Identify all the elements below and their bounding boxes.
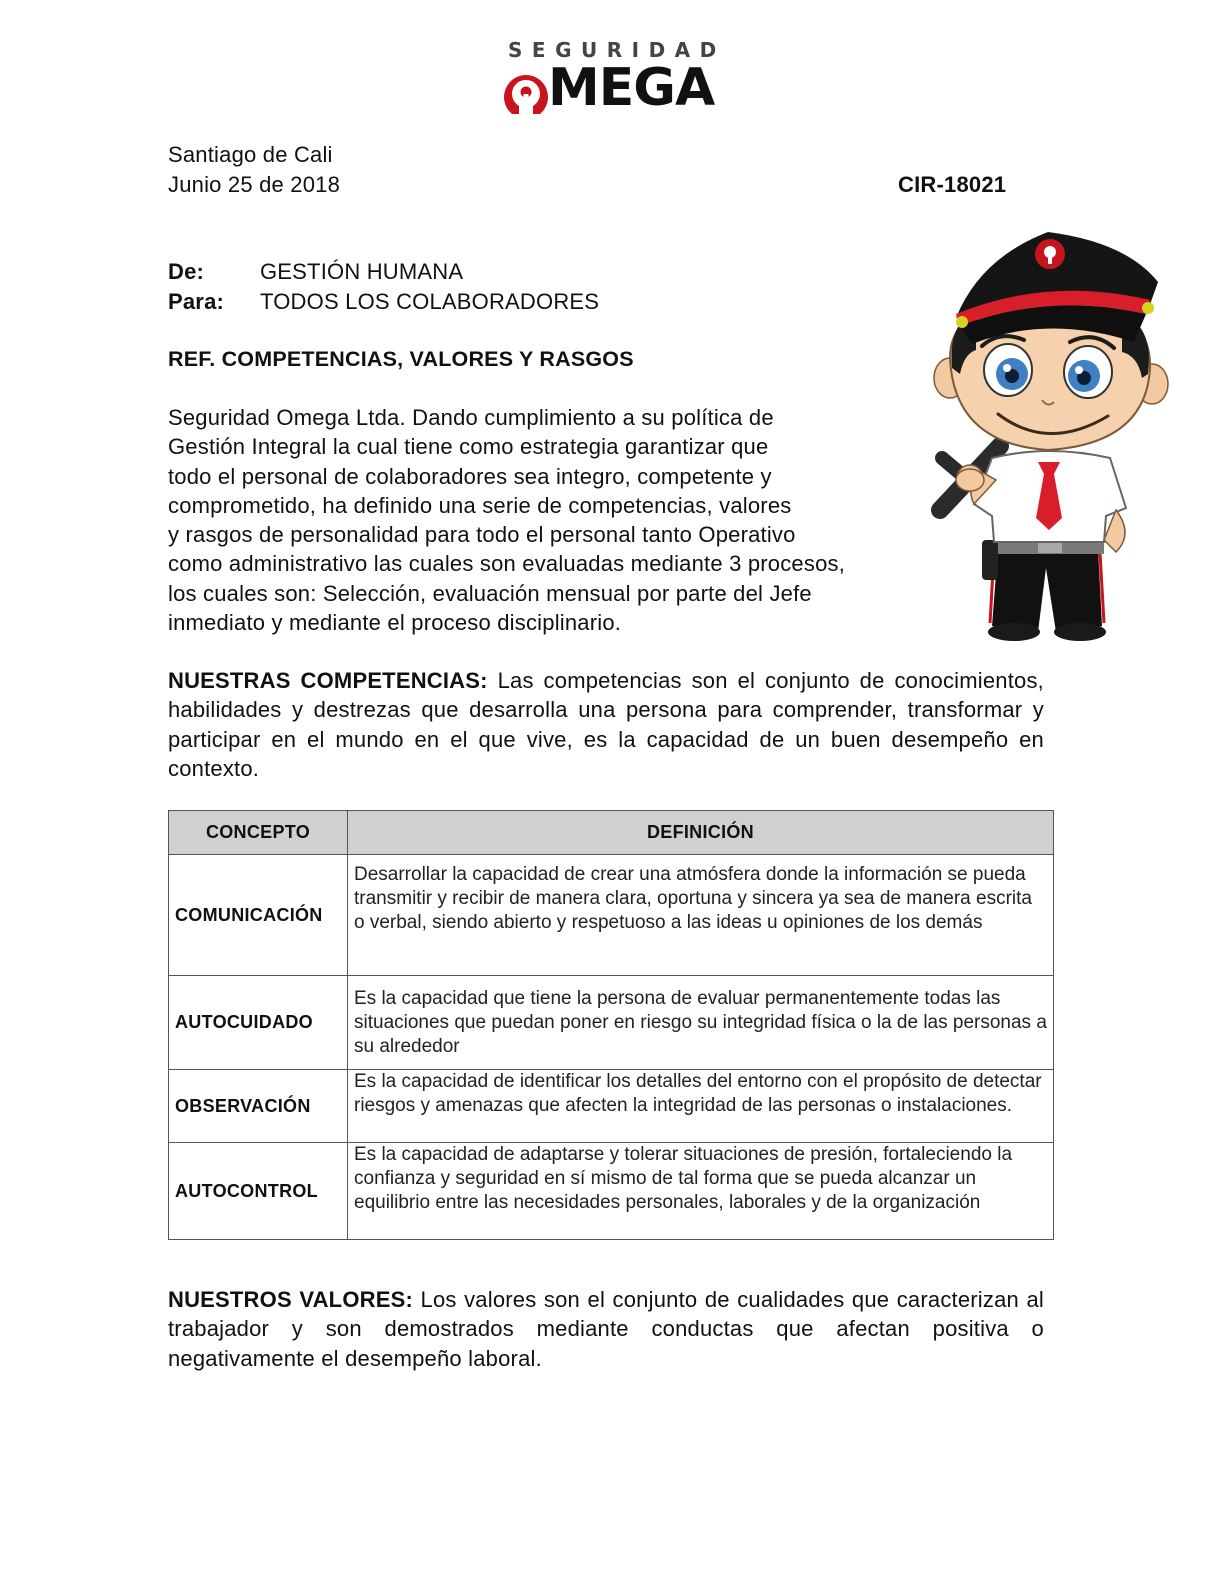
competencias-heading: NUESTRAS COMPETENCIAS: (168, 668, 488, 693)
omega-keyhole-icon (500, 66, 552, 116)
competencias-text: Las competencias son el conjunto de conocimientos, habilidades y destrezas que desarrolla una persona para comprender, transformar y participar en el mundo en el que vive, es la capacidad de un buen desempeño en contexto. (168, 668, 1044, 781)
from-value: GESTIÓN HUMANA (260, 259, 464, 284)
intro-line: Gestión Integral la cual tiene como estrategia garantizar que (168, 434, 769, 460)
intro-line: comprometido, ha definido una serie de competencias, valores (168, 492, 792, 518)
intro-line: los cuales son: Selección, evaluación mensual por parte del Jefe (168, 580, 812, 606)
intro-line: y rasgos de personalidad para todo el personal tanto Operativo (168, 522, 796, 548)
date: Junio 25 de 2018 (168, 172, 341, 197)
competencias-table (168, 810, 1054, 1240)
table-header-row (169, 811, 1054, 855)
concept-cell: AUTOCONTROL (169, 1143, 348, 1240)
definition-cell: Es la capacidad que tiene la persona de evaluar permanentemente todas las situaciones que puedan poner en riesgo su integridad física o la de las personas a su alrededor (348, 976, 1054, 1070)
table-row (169, 855, 1054, 976)
concept-cell: COMUNICACIÓN (169, 855, 348, 976)
column-header-definicion: DEFINICIÓN (348, 811, 1054, 855)
intro-paragraph (168, 403, 962, 637)
reference-title: REF. COMPETENCIAS, VALORES Y RASGOS (168, 347, 634, 371)
valores-heading: NUESTROS VALORES: (168, 1287, 413, 1312)
definition-cell: Desarrollar la capacidad de crear una atmósfera donde la información se pueda transmitir y recibir de manera clara, oportuna y sincera ya sea de manera escrita o verbal, siendo abierto y respetuoso a las ideas u opiniones de los demás (348, 855, 1054, 976)
intro-line: como administrativo las cuales son evaluadas mediante 3 procesos, (168, 551, 846, 577)
valores-paragraph (168, 1285, 1044, 1373)
to-label: Para: (168, 289, 225, 314)
table-row (169, 1070, 1054, 1143)
place: Santiago de Cali (168, 142, 333, 167)
concept-cell: AUTOCUIDADO (169, 976, 348, 1070)
definition-cell: Es la capacidad de identificar los detalles del entorno con el propósito de detectar riesgos y amenazas que afecten la integridad de las personas o instalaciones. (348, 1070, 1054, 1143)
to-line (168, 287, 599, 316)
intro-line: inmediato y mediante el proceso disciplinario. (168, 610, 622, 636)
table-row (169, 976, 1054, 1070)
intro-line: todo el personal de colaboradores sea integro, competente y (168, 463, 772, 489)
to-value: TODOS LOS COLABORADORES (260, 289, 600, 314)
logo-tagline: SEGURIDAD (508, 38, 726, 62)
security-guard-mascot-illustration (920, 218, 1180, 644)
definition-cell: Es la capacidad de adaptarse y tolerar situaciones de presión, fortaleciendo la confianza y seguridad en sí mismo de tal forma que se pueda alcanzar un equilibrio entre las necesidades personales, laborales y de la organización (348, 1143, 1054, 1240)
logo-wordmark: MEGA (548, 58, 715, 118)
intro-line: Seguridad Omega Ltda. Dando cumplimiento a su política de (168, 405, 774, 430)
from-line (168, 257, 463, 286)
reference-number: CIR-18021 (898, 172, 1007, 197)
competencias-paragraph (168, 666, 1044, 783)
column-header-concepto: CONCEPTO (169, 811, 348, 855)
company-logo (500, 36, 724, 116)
table-row (169, 1143, 1054, 1240)
from-label: De: (168, 259, 205, 284)
valores-text: Los valores son el conjunto de cualidades que caracterizan al trabajador y son demostrados mediante conductas que afectan positiva o negativamente el desempeño laboral. (168, 1287, 1044, 1371)
concept-cell: OBSERVACIÓN (169, 1070, 348, 1143)
